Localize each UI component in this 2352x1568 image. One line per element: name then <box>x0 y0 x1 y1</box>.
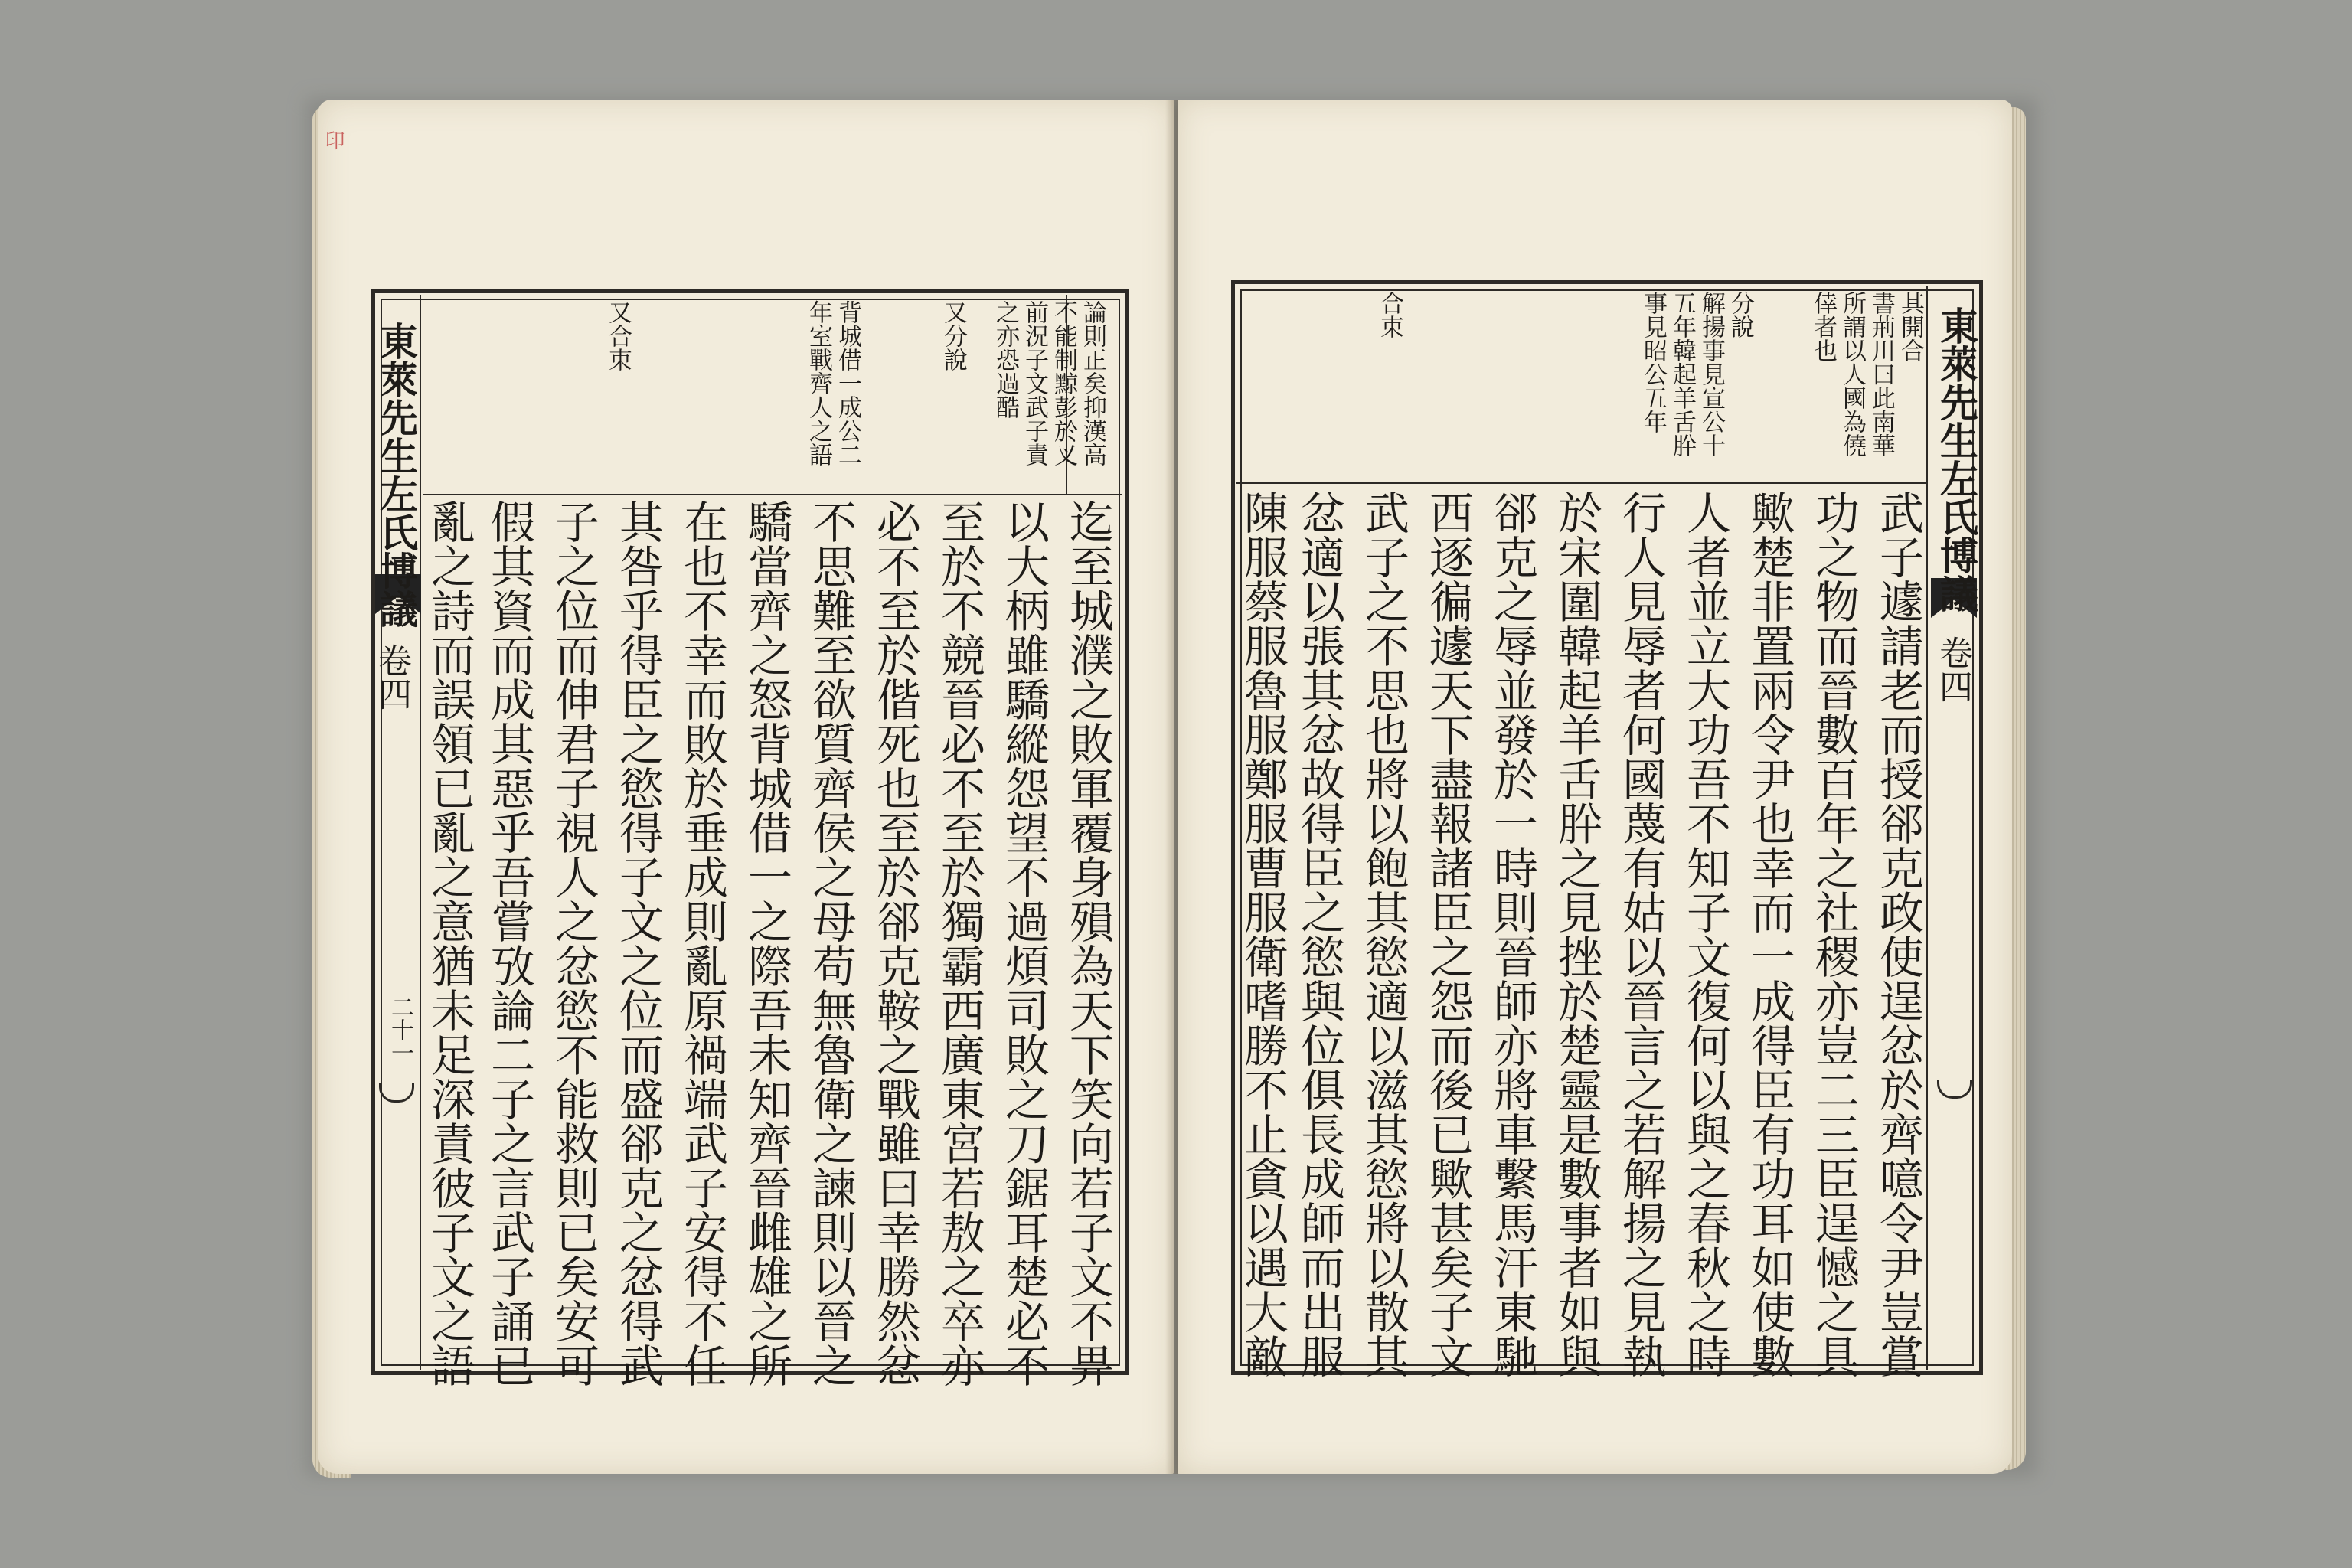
right-main-col-6: 於宋圍韓起羊舌肸之見挫於楚靈是數事者如與 <box>1550 490 1602 1378</box>
left-main-col-4: 必不至於偕死也至於郤克鞍之戰雖曰幸勝然忿 <box>869 499 921 1387</box>
right-note-8: 事見昭公五年 <box>1639 291 1667 433</box>
right-main-col-8: 西逐徧遽天下盡報諸臣之怨而後已歟甚矣子文 <box>1422 490 1474 1378</box>
right-note-2: 書荊川曰此南華 <box>1867 291 1895 457</box>
left-note-6: 背城借一成公二 <box>834 300 861 466</box>
left-note-3: 前況子文武子責 <box>1021 300 1048 466</box>
right-note-4: 倖者也 <box>1809 291 1837 362</box>
left-note-7: 年室戰齊人之語 <box>805 300 832 466</box>
left-note-8: 又合束 <box>604 300 632 371</box>
left-main-col-11: 亂之詩而誤領已亂之意猶未足深責彼子文之語 <box>423 499 475 1387</box>
left-note-2: 不能制黥彭於叉 <box>1050 300 1077 466</box>
right-title-rule <box>1926 286 1928 1370</box>
stamp-mark: 印 <box>322 130 345 150</box>
right-note-6: 解揚事見宣公十 <box>1697 291 1725 457</box>
right-note-1: 其開合 <box>1896 291 1924 362</box>
left-note-5: 又分說 <box>939 300 967 371</box>
right-main-col-4: 人者並立大功吾不知子文復何以與之春秋之時 <box>1679 490 1731 1378</box>
right-divider-line <box>1236 482 1926 484</box>
right-running-title: 東萊先生左氏博議 <box>1934 306 1979 612</box>
left-main-col-1: 迄至城濮之敗軍覆身殞為天下笑向若子文不畀 <box>1062 499 1114 1387</box>
left-note-4: 之亦恐過酷 <box>991 300 1019 419</box>
right-main-col-1: 武子遽請老而授郤克政使逞忿於齊噫令尹豈賞 <box>1872 490 1924 1378</box>
left-volume-label: 卷四 <box>372 643 411 710</box>
left-divider-line <box>423 494 1122 495</box>
left-main-col-10: 假其資而成其惡乎吾嘗攷論二子之言武子誦已 <box>483 499 535 1387</box>
left-main-col-5: 不思難至欲質齊侯之母苟無魯衛之諫則以晉之 <box>805 499 857 1387</box>
left-folio-number: 二十一 <box>387 995 413 1064</box>
left-main-col-9: 子之位而伸君子視人之忿慾不能救則已矣安可 <box>547 499 599 1387</box>
right-note-7: 五年韓起羊舌肸 <box>1668 291 1696 457</box>
right-note-3: 所謂以人國為僥 <box>1838 291 1866 457</box>
right-note-9: 合束 <box>1376 291 1403 338</box>
left-title-rule <box>420 295 421 1370</box>
right-main-col-9: 武子之不思也將以飽其慾適以滋其慾將以散其 <box>1357 490 1410 1378</box>
left-note-1: 論則正矣抑漢高 <box>1079 300 1106 466</box>
left-main-col-2: 以大柄雖驕縱怨望不過煩司敗之刀鋸耳楚必不 <box>998 499 1050 1387</box>
left-main-col-7: 在也不幸而敗於垂成則亂原禍端武子安得不任 <box>676 499 728 1387</box>
right-note-5: 分說 <box>1726 291 1754 338</box>
left-main-col-6: 驕當齊之怒背城借一之際吾未知齊晉雌雄之所 <box>740 499 792 1387</box>
right-main-col-3: 歟楚非置兩令尹也幸而一成得臣有功耳如使數 <box>1743 490 1795 1378</box>
right-main-col-2: 功之物而晉數百年之社稷亦豈二三臣逞憾之具 <box>1808 490 1860 1378</box>
right-main-col-11: 陳服蔡服魯服鄭服曹服衛嗜勝不止貪以遇大敵 <box>1236 490 1289 1378</box>
left-main-col-3: 至於不競晉必不至於獨霸西廣東宮若敖之卒亦 <box>933 499 985 1387</box>
right-main-col-7: 郤克之辱並發於一時則晉師亦將車繫馬汗東馳 <box>1486 490 1538 1378</box>
right-main-col-5: 行人見辱者何國蔑有姑以晉言之若解揚之見執 <box>1615 490 1667 1378</box>
right-volume-label: 卷四 <box>1933 635 1972 703</box>
left-running-title: 東萊先生左氏博議 <box>374 322 419 628</box>
left-main-col-8: 其咎乎得臣之慾得子文之位而盛郤克之忿得武 <box>612 499 664 1387</box>
right-main-col-10: 忿適以張其忿故得臣之慾與位俱長成師而出服 <box>1293 490 1345 1378</box>
